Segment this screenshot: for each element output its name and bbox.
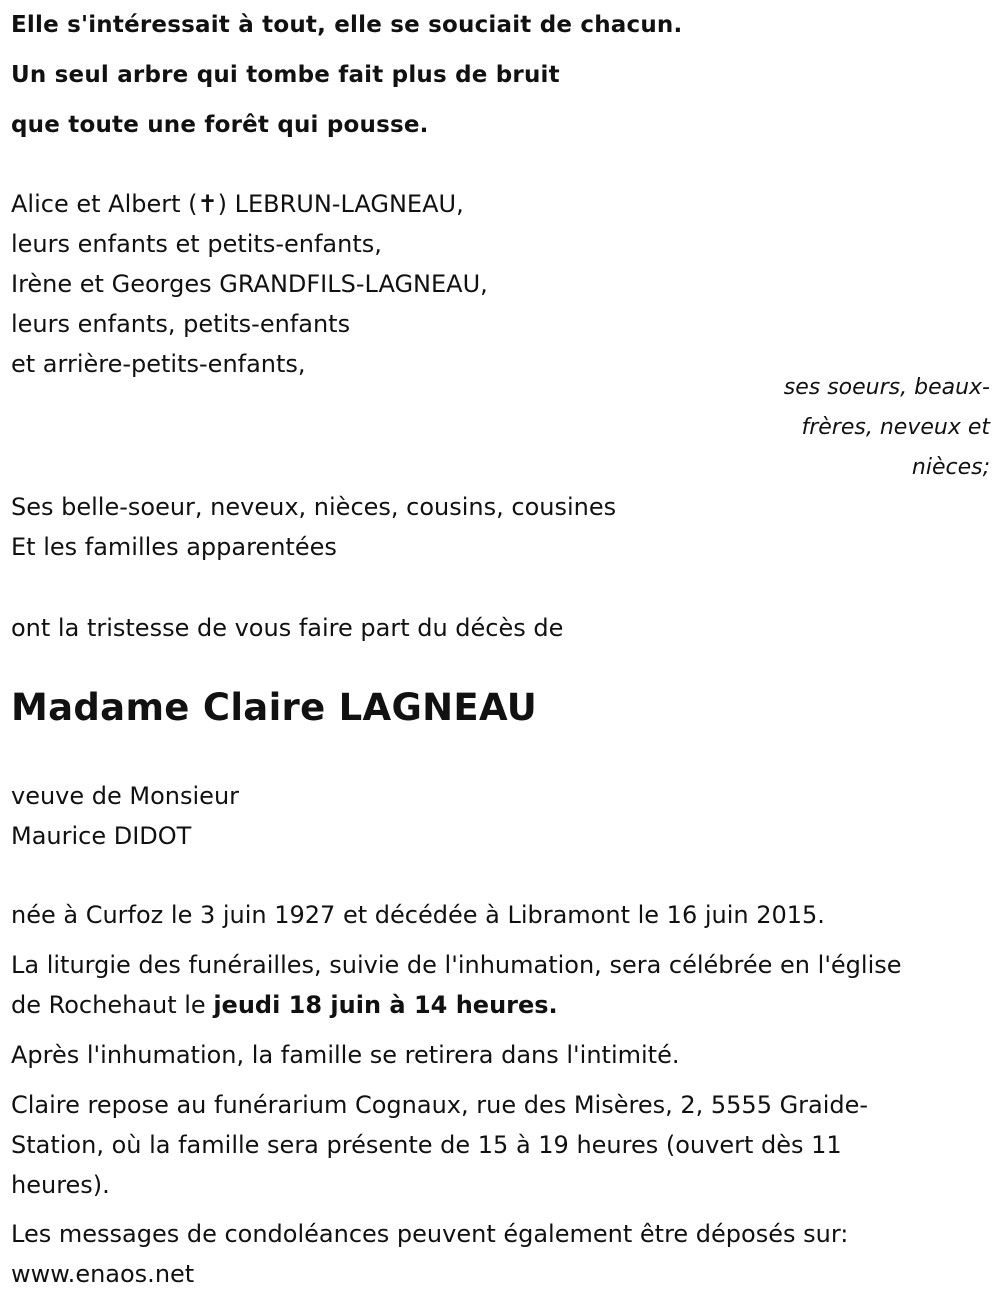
- widow-line-2: Maurice DIDOT: [11, 822, 192, 850]
- family-line-4: leurs enfants, petits-enfants: [11, 310, 351, 338]
- condolences-url[interactable]: www.enaos.net: [11, 1260, 195, 1288]
- side-note-line-3: nièces;: [911, 455, 990, 480]
- quote-line-1: Elle s'intéressait à tout, elle se souciait de chacun.: [11, 12, 683, 38]
- relatives-line-2: Et les familles apparentées: [11, 533, 337, 561]
- funerarium-line-2: Station, où la famille sera présente de 15 à 19 heures (ouvert dès 11: [11, 1131, 842, 1159]
- family-line-5: et arrière-petits-enfants,: [11, 350, 306, 378]
- funerarium-line-1: Claire repose au funérarium Cognaux, rue des Misères, 2, 5555 Graide-: [11, 1091, 869, 1119]
- after-burial-note: Après l'inhumation, la famille se retirera dans l'intimité.: [11, 1041, 680, 1069]
- quote-line-2: Un seul arbre qui tombe fait plus de bruit: [11, 62, 560, 88]
- announcement: ont la tristesse de vous faire part du décès de: [11, 614, 564, 642]
- funerarium-line-3: heures).: [11, 1171, 110, 1199]
- family-line-1: Alice et Albert (✝) LEBRUN-LAGNEAU,: [11, 190, 464, 218]
- family-line-3: Irène et Georges GRANDFILS-LAGNEAU,: [11, 270, 488, 298]
- widow-line-1: veuve de Monsieur: [11, 782, 240, 810]
- side-note-line-1: ses soeurs, beaux-: [783, 375, 990, 400]
- family-line-2: leurs enfants et petits-enfants,: [11, 230, 382, 258]
- liturgy-prefix: de Rochehaut le: [11, 991, 214, 1019]
- deceased-name: Madame Claire LAGNEAU: [11, 686, 538, 729]
- quote-line-3: que toute une forêt qui pousse.: [11, 112, 429, 138]
- side-note-line-2: frères, neveux et: [801, 415, 990, 440]
- relatives-line-1: Ses belle-soeur, neveux, nièces, cousins, cousines: [11, 493, 617, 521]
- liturgy-line-1: La liturgie des funérailles, suivie de l'inhumation, sera célébrée en l'église: [11, 951, 902, 979]
- condolences-line: Les messages de condoléances peuvent également être déposés sur:: [11, 1220, 849, 1248]
- liturgy-line-2: [11, 991, 558, 1019]
- birth-death-dates: née à Curfoz le 3 juin 1927 et décédée à Libramont le 16 juin 2015.: [11, 901, 825, 929]
- funeral-date-time: jeudi 18 juin à 14 heures.: [213, 991, 558, 1019]
